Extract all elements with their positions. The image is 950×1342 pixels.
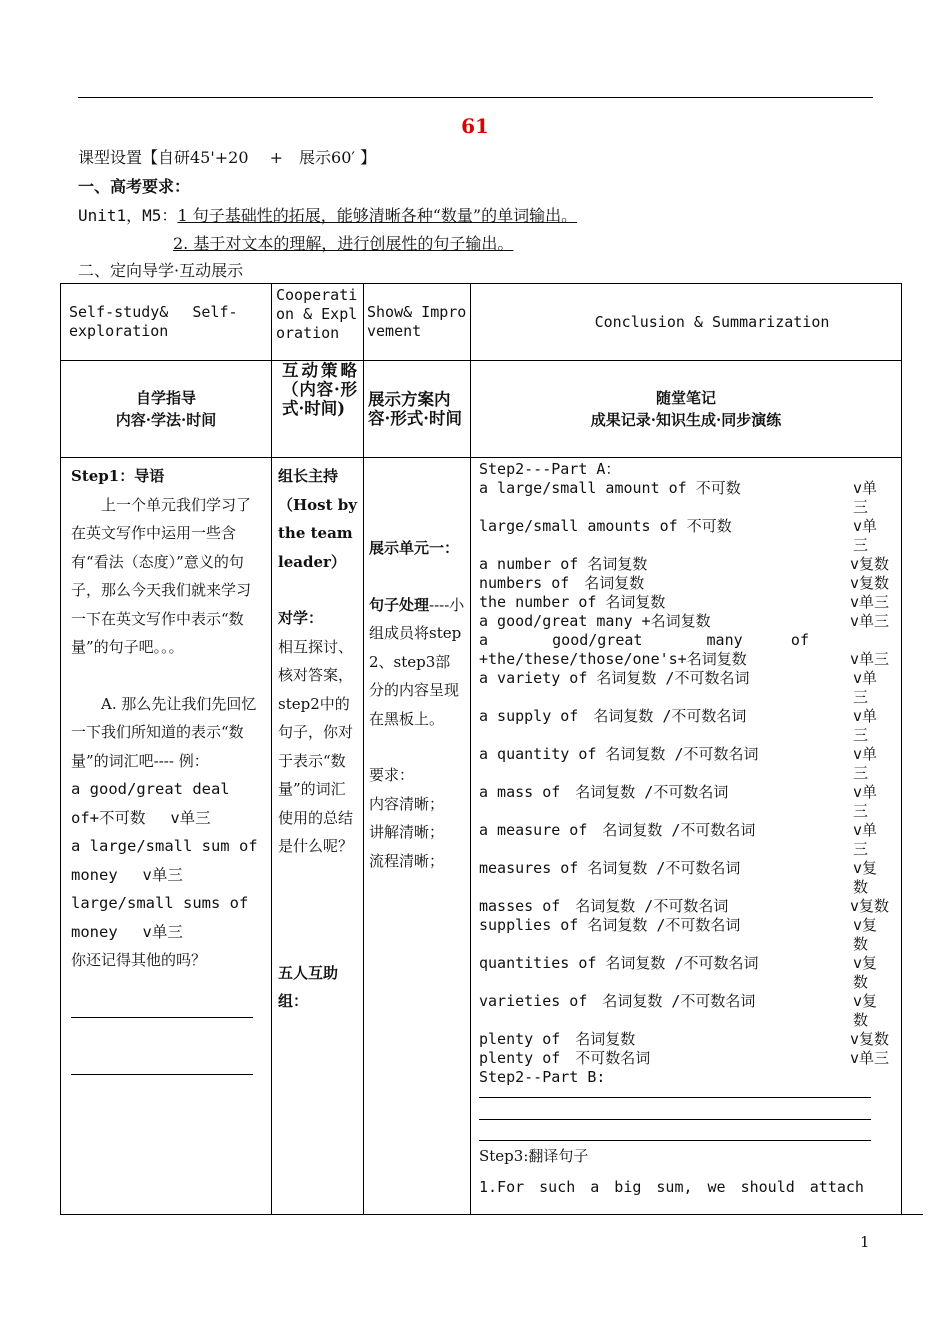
col2-cooperation xyxy=(272,458,364,1215)
header-cn-col2: 互动策略（内容·形式·时间) xyxy=(272,361,364,458)
header-row-en xyxy=(61,284,902,361)
part-b-line-3 xyxy=(479,1140,871,1141)
col1-self-study xyxy=(61,458,272,1215)
note-verb: v复数 xyxy=(853,916,878,953)
note-verb: v单三 xyxy=(853,707,878,744)
note-text: a good/great many of +the/these/those/one's+名词复数 xyxy=(479,631,809,668)
requirement-1 xyxy=(78,203,577,226)
note-text: plenty of 不可数名词 xyxy=(479,1049,651,1067)
example-2: a large/small sum of money v单三 xyxy=(71,837,258,884)
note-verb: v复数 xyxy=(853,992,878,1029)
requirements-label: 要求： xyxy=(369,766,415,784)
note-verb: v单三 xyxy=(853,783,878,820)
note-text: large/small amounts of 不可数 xyxy=(479,517,732,535)
header-cn-col1-line2: 内容·学法·时间 xyxy=(115,411,217,429)
note-text: the number of 名词复数 xyxy=(479,593,666,611)
course-setting: 课型设置【自研45'+20 + 展示60′ 】 xyxy=(78,148,377,167)
note-item xyxy=(479,707,893,745)
note-text: plenty of 名词复数 xyxy=(479,1030,636,1048)
body-row xyxy=(61,458,902,1215)
note-item xyxy=(479,631,893,669)
header-en-col3: Show& Improvement xyxy=(364,284,471,361)
note-verb: v复数 xyxy=(849,897,889,915)
answer-line-1 xyxy=(71,1017,253,1018)
note-text: a quantity of 名词复数 /不可数名词 xyxy=(479,745,759,763)
page-number: 1 xyxy=(860,1233,870,1251)
guide-table xyxy=(60,283,902,1215)
step1-intro: 上一个单元我们学习了在英文写作中运用一些含有“看法（态度）”意义的句子，那么今天我们就来学习一下在英文写作中表示“数量”的句子吧。。。 xyxy=(71,495,252,656)
recall-question: 你还记得其他的吗？ xyxy=(71,951,207,969)
note-verb: v复数 xyxy=(849,1030,889,1048)
note-item xyxy=(479,1049,893,1068)
sentence-processing xyxy=(369,591,465,734)
note-text: quantities of 名词复数 /不可数名词 xyxy=(479,954,759,972)
note-text: a large/small amount of 不可数 xyxy=(479,479,741,497)
five-person-group: 五人互助组： xyxy=(278,963,339,1010)
note-text: numbers of 名词复数 xyxy=(479,574,645,592)
note-text: supplies of 名词复数 /不可数名词 xyxy=(479,916,741,934)
top-rule xyxy=(78,97,873,98)
example-1: a good/great deal of+不可数 v单三 xyxy=(71,780,230,827)
part-a-text: A. 那么先让我们先回忆一下我们所知道的表示“数量”的词汇吧---- 例： xyxy=(71,694,257,770)
note-item xyxy=(479,555,893,574)
note-item xyxy=(479,669,893,707)
header-en-col1: Self-study& Self-exploration xyxy=(61,284,272,361)
requirement-1-prefix: Unit1，M5： xyxy=(78,206,178,225)
pair-study-label: 对学： xyxy=(278,609,324,627)
leader-host: 组长主持（Host by the team leader） xyxy=(278,467,357,571)
header-cn-col1 xyxy=(61,361,272,458)
note-verb: v复数 xyxy=(849,555,889,573)
note-item xyxy=(479,783,893,821)
note-item xyxy=(479,821,893,859)
requirement-content: 内容清晰； xyxy=(369,794,445,813)
example-3: large/small sums of money v单三 xyxy=(71,894,249,941)
col4-notes xyxy=(471,458,902,1215)
requirement-2 xyxy=(173,231,513,254)
part-b-line-1 xyxy=(479,1097,871,1098)
note-text: masses of 名词复数 /不可数名词 xyxy=(479,897,729,915)
step1-title: Step1：导语 xyxy=(71,467,165,485)
header-en-col4: Conclusion & Summarization xyxy=(471,284,902,361)
note-text: a good/great many +名词复数 xyxy=(479,612,711,630)
note-verb: v单三 xyxy=(853,745,878,782)
note-item xyxy=(479,1030,893,1049)
note-item xyxy=(479,992,893,1030)
note-item xyxy=(479,612,893,631)
note-item xyxy=(479,479,893,517)
pair-study-text: 相互探讨、核对答案，step2中的句子，你对于表示“数量”的词汇使用的总结是什么呢？ xyxy=(278,637,354,855)
note-text: a number of 名词复数 xyxy=(479,555,648,573)
note-verb: v复数 xyxy=(853,954,878,991)
header-cn-col4-line1: 随堂笔记 xyxy=(655,389,716,407)
header-cn-col1-line1: 自学指导 xyxy=(135,389,196,407)
note-item xyxy=(479,517,893,555)
note-item xyxy=(479,745,893,783)
note-text: a mass of 名词复数 /不可数名词 xyxy=(479,783,729,801)
requirement-2-text: 2. 基于对文本的理解，进行创展性的句子输出。 xyxy=(173,234,514,253)
part-b-title: Step2--Part B: xyxy=(479,1068,606,1086)
note-verb: v单三 xyxy=(849,650,889,668)
notes-list xyxy=(479,479,893,1068)
answer-line-2 xyxy=(71,1074,253,1075)
note-text: varieties of 名词复数 /不可数名词 xyxy=(479,992,756,1010)
note-text: a measure of 名词复数 /不可数名词 xyxy=(479,821,756,839)
note-item xyxy=(479,916,893,954)
requirement-process: 流程清晰； xyxy=(369,851,445,870)
note-item xyxy=(479,859,893,897)
page-title: 61 xyxy=(461,114,489,138)
note-verb: v复数 xyxy=(849,574,889,592)
note-item xyxy=(479,574,893,593)
note-item xyxy=(479,593,893,612)
note-verb: v单三 xyxy=(849,1049,889,1067)
col3-show xyxy=(364,458,471,1215)
part-b-line-2 xyxy=(479,1119,871,1120)
requirement-explain: 讲解清晰； xyxy=(369,823,445,841)
note-verb: v复数 xyxy=(853,859,878,896)
header-cn-col3: 展示方案内容·形式·时间 xyxy=(364,361,471,458)
header-en-col2: Cooperation & Exploration xyxy=(272,284,364,361)
part-a-title: Step2---Part A： xyxy=(479,460,621,478)
show-unit-one: 展示单元一： xyxy=(369,539,460,557)
note-verb: v单三 xyxy=(853,669,878,706)
header-cn-col4-line2: 成果记录·知识生成·同步演练 xyxy=(590,411,782,429)
note-text: measures of 名词复数 /不可数名词 xyxy=(479,859,741,877)
note-verb: v单三 xyxy=(849,593,889,611)
requirement-1-text: 1 句子基础性的拓展，能够清晰各种“数量”的单词输出。 xyxy=(177,206,578,225)
note-verb: v单三 xyxy=(853,821,878,858)
note-verb: v单三 xyxy=(849,612,889,630)
sentence-processing-text: ----小组成员将step2、step3部分的内容呈现在黑板上。 xyxy=(369,595,465,728)
note-item xyxy=(479,954,893,992)
note-verb: v单三 xyxy=(853,517,878,554)
note-text: a variety of 名词复数 /不可数名词 xyxy=(479,669,750,687)
note-verb: v单三 xyxy=(853,479,878,516)
note-item xyxy=(479,897,893,916)
sentence-processing-label: 句子处理 xyxy=(369,595,430,614)
section1-heading: 一、高考要求： xyxy=(78,177,191,196)
note-text: a supply of 名词复数 /不可数名词 xyxy=(479,707,747,725)
table-edge-line xyxy=(901,1214,923,1215)
step3-title: Step3:翻译句子 xyxy=(479,1147,589,1165)
header-cn-col4 xyxy=(471,361,902,458)
section2-heading: 二、定向导学·互动展示 xyxy=(78,261,244,280)
header-row-cn xyxy=(61,361,902,458)
sentence-1: 1.For such a big sum, we should attach xyxy=(479,1178,864,1196)
